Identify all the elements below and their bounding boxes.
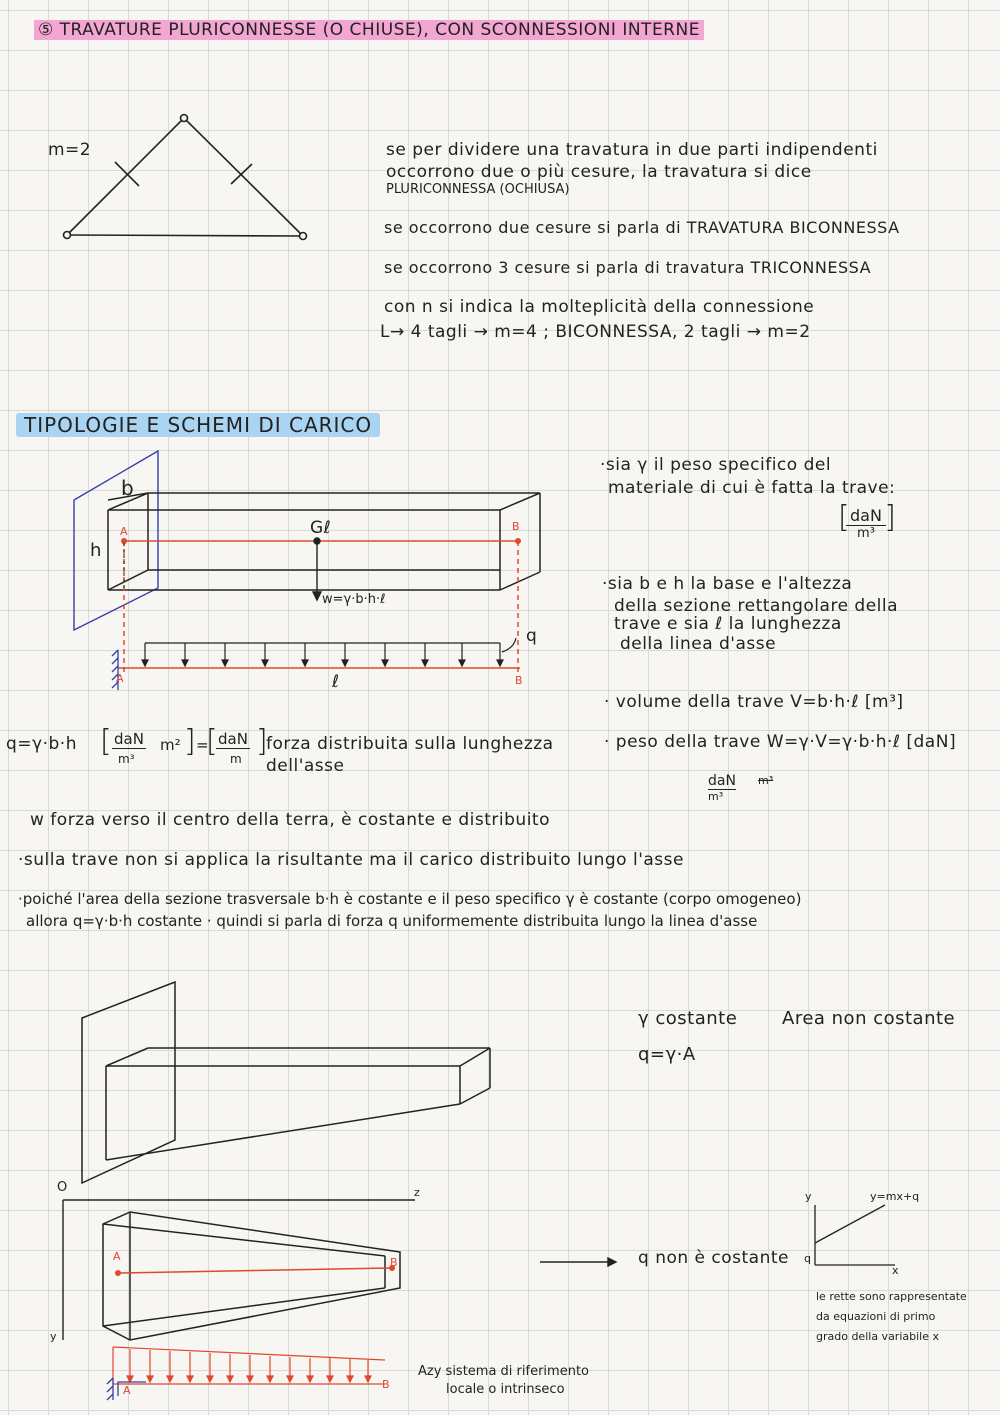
label-A-bottom: A [116, 672, 124, 685]
label-O: O [57, 1180, 68, 1195]
label-B-lower: B [382, 1378, 390, 1391]
label-Gl: Gℓ [310, 518, 332, 538]
line-sulla: ·sulla trave non si applica la risultante ma il carico distribuito lungo l'asse [18, 850, 684, 870]
label-B-bottom: B [515, 674, 523, 687]
carico-title: TIPOLOGIE E SCHEMI DI CARICO [16, 413, 380, 437]
graph-x: x [892, 1264, 899, 1277]
q-frac2-den: m [230, 752, 242, 766]
note-den: m³ [708, 790, 724, 803]
tapered-beam-3d [82, 982, 490, 1183]
section5-line4: con n si indica la molteplicità della connessione [384, 297, 815, 317]
q-frac2-num: daN [218, 730, 248, 748]
bullet4: · peso della trave W=γ·V=γ·b·h·ℓ [daN] [604, 732, 957, 752]
label-y: y [50, 1330, 57, 1343]
label-A: A [120, 525, 128, 538]
line-poiche1: ·poiché l'area della sezione trasversale b·h è costante e il peso specifico γ è costante (corpo omogeneo) [18, 890, 802, 908]
distributed-load-q [142, 638, 516, 666]
unit-fraction: [ daN m³ ] [838, 500, 896, 541]
label-h: h [90, 540, 102, 561]
q-frac1-num: daN [114, 730, 144, 748]
bullet3: · volume della trave V=b·h·ℓ [m³] [604, 692, 904, 712]
unit-den: m³ [857, 526, 875, 541]
bullet2b: della sezione rettangolare della [614, 596, 899, 616]
section5-line1b: occorrono due o più cesure, la travatura si dice [386, 162, 812, 182]
point-B [515, 538, 521, 544]
long-arrow [540, 1258, 616, 1266]
line-poiche2: allora q=γ·b·h costante · quindi si parla di forza q uniformemente distribuita lungo la linea d'asse [26, 912, 758, 930]
m-label: m=2 [48, 140, 92, 160]
tapered-load [113, 1347, 385, 1384]
bullet2d: della linea d'asse [620, 634, 777, 654]
q-eq: = [196, 736, 209, 754]
q-m2: m² [160, 736, 181, 754]
section5-line2: se occorrono due cesure si parla di TRAVATURA BICONNESSA [384, 218, 900, 237]
section5-line3: se occorrono 3 cesure si parla di travatura TRICONNESSA [384, 258, 872, 277]
bullet2c: trave e sia ℓ la lunghezza [614, 614, 842, 634]
label-b: b [121, 476, 135, 500]
rette1: le rette sono rappresentate [816, 1290, 967, 1303]
rette2: da equazioni di primo [816, 1310, 936, 1323]
tapered-beam-front [103, 1212, 400, 1340]
label-l: ℓ [332, 672, 340, 692]
label-B-tapered: B [390, 1256, 398, 1269]
line-w: w forza verso il centro della terra, è costante e distribuito [30, 810, 550, 830]
q-desc2: dell'asse [266, 756, 345, 776]
bullet2a: ·sia b e h la base e l'altezza [602, 574, 853, 594]
linear-graph [815, 1205, 895, 1265]
q-desc1: forza distribuita sulla lunghezza [266, 734, 554, 754]
rette3: grado della variabile x [816, 1330, 939, 1343]
note-unit [708, 770, 774, 803]
triangle-truss [64, 115, 307, 240]
bullet1a: ·sia γ il peso specifico del [600, 455, 832, 475]
q-frac1-den: m³ [118, 752, 135, 766]
unit-num: daN [846, 506, 886, 526]
section5-line1a: se per dividere una travatura in due parti indipendenti [386, 140, 878, 160]
tapered-axis [118, 1268, 392, 1273]
azy2: locale o intrinseco [446, 1382, 565, 1397]
section5-title: ⑤ TRAVATURE PLURICONNESSE (O CHIUSE), CON SCONNESSIONI INTERNE [34, 20, 704, 40]
graph-y: y [805, 1190, 812, 1203]
area-non-const: Area non costante [782, 1008, 956, 1029]
label-B: B [512, 520, 520, 533]
azy1: Azy sistema di riferimento [418, 1364, 589, 1379]
label-w: w=γ·b·h·ℓ [322, 592, 386, 607]
label-q: q [526, 626, 538, 646]
graph-q: q [804, 1252, 811, 1265]
graph-eq: y=mx+q [870, 1190, 920, 1203]
label-A-tapered: A [113, 1250, 121, 1263]
gamma-const: γ costante [638, 1008, 738, 1029]
section5-line1c: PLURICONNESSA (OCHIUSA) [386, 182, 570, 197]
beam-axis [118, 541, 520, 672]
q-eq-gamma-a: q=γ·A [638, 1044, 696, 1065]
note-m3: m³ [758, 774, 774, 787]
section5-line5: L→ 4 tagli → m=4 ; BICONNESSA, 2 tagli → m=2 [380, 322, 811, 342]
q-non-const: q non è costante [638, 1248, 789, 1268]
label-z: z [414, 1186, 420, 1199]
label-A-lower: A [123, 1384, 131, 1397]
note-num: daN [708, 773, 736, 789]
q-formula: q=γ·b·h [6, 734, 77, 754]
bullet1b: materiale di cui è fatta la trave: [608, 478, 896, 498]
